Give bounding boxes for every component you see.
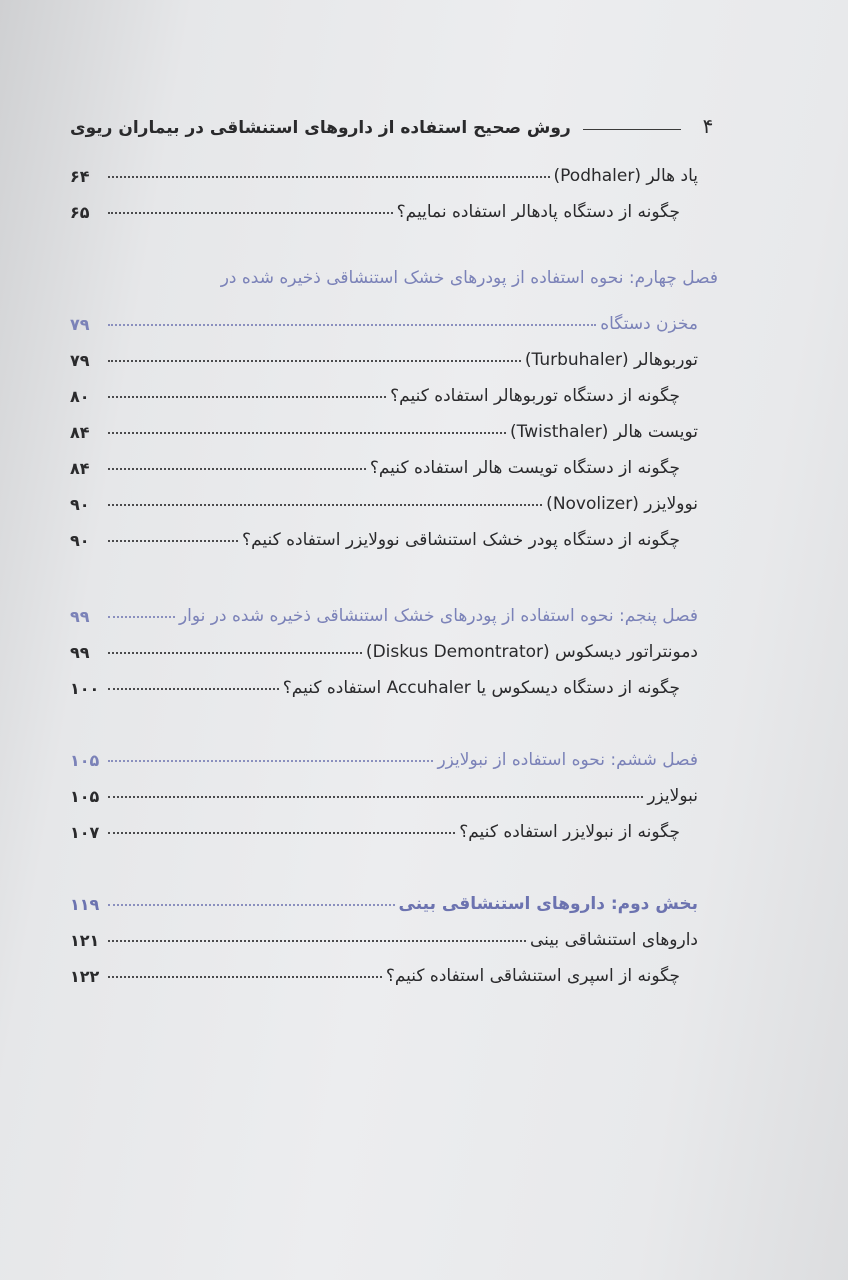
toc-entry-title: فصل پنجم: نحوه استفاده از پودرهای خشک استنشاقی ذخیره شده در نوار — [178, 606, 698, 626]
toc-entry-title: چگونه از دستگاه توربوهالر استفاده کنیم؟ — [390, 386, 680, 406]
toc-entry-title: تویست هالر (Twisthaler) — [510, 422, 698, 442]
dot-leader — [108, 796, 643, 798]
dot-leader — [108, 396, 386, 398]
toc-page-number: ۸۴ — [70, 459, 90, 478]
dot-leader — [108, 432, 506, 434]
dot-leader — [108, 468, 366, 470]
toc-page-number: ۷۹ — [70, 351, 90, 370]
toc-entry-title: دمونتراتور دیسکوس (Diskus Demontrator) — [365, 642, 698, 662]
dot-leader — [108, 616, 175, 618]
toc-page-number: ۱۰۷ — [70, 823, 100, 842]
toc-page-number: ۶۴ — [70, 167, 90, 186]
toc-page-number: ۹۰ — [70, 495, 90, 514]
toc-entry-turbuhaler[interactable] — [70, 336, 698, 370]
toc-page-number: ۱۰۵ — [70, 787, 100, 806]
toc-page-number: ۸۰ — [70, 387, 90, 406]
toc-entry-diskus-use[interactable] — [70, 664, 698, 698]
dot-leader — [108, 360, 521, 362]
toc-entry-title: نبولایزر — [647, 786, 698, 806]
running-title: روش صحیح استفاده از داروهای استنشاقی در بیماران ریوی — [70, 118, 571, 138]
toc-page-number: ۱۲۱ — [70, 931, 100, 950]
dot-leader — [108, 324, 596, 326]
toc-entry-diskus[interactable] — [70, 628, 698, 662]
toc-entry-title: چگونه از دستگاه دیسکوس یا Accuhaler استفاده کنیم؟ — [282, 678, 680, 698]
dot-leader — [108, 540, 238, 542]
toc-entry-title: پاد هالر (Podhaler) — [553, 166, 698, 186]
toc-chapter-6[interactable] — [70, 736, 698, 770]
dot-leader — [108, 940, 526, 942]
toc-page-number: ۱۲۲ — [70, 967, 100, 986]
toc-entry-nebulizer[interactable] — [70, 772, 698, 806]
toc-page-number: ۹۹ — [70, 607, 90, 626]
toc-entry-nasal-use[interactable] — [70, 952, 698, 986]
toc-entry-twisthaler-use[interactable] — [70, 444, 698, 478]
dot-leader — [108, 652, 362, 654]
toc-chapter-4-heading[interactable]: فصل چهارم: نحوه استفاده از پودرهای خشک استنشاقی ذخیره شده در — [220, 268, 718, 288]
dot-leader — [108, 176, 550, 178]
toc-entry-title: چگونه از دستگاه پودر خشک استنشاقی نوولایزر استفاده کنیم؟ — [242, 530, 680, 550]
toc-entry-title: نوولایزر (Novolizer) — [546, 494, 698, 514]
toc-page-number: ۱۰۰ — [70, 679, 100, 698]
toc-entry-title: چگونه از نبولایزر استفاده کنیم؟ — [459, 822, 680, 842]
toc-page-number: ۹۰ — [70, 531, 90, 550]
toc-entry-podhaler[interactable] — [70, 152, 698, 186]
toc-page-number: ۶۵ — [70, 203, 90, 222]
header-rule — [583, 129, 681, 130]
toc-chapter-4[interactable] — [70, 300, 698, 334]
dot-leader — [108, 832, 455, 834]
toc-entry-nasal[interactable] — [70, 916, 698, 950]
toc-page-number: ۷۹ — [70, 315, 90, 334]
toc-entry-title: بخش دوم: داروهای استنشاقی بینی — [398, 894, 698, 914]
toc-entry-title: چگونه از اسپری استنشاقی استفاده کنیم؟ — [385, 966, 680, 986]
toc-entry-title: مخزن دستگاه — [600, 314, 698, 334]
toc-entry-twisthaler[interactable] — [70, 408, 698, 442]
toc-entry-title: چگونه از دستگاه پادهالر استفاده نماییم؟ — [396, 202, 680, 222]
toc-entry-title: داروهای استنشاقی بینی — [530, 930, 698, 950]
page-header — [70, 98, 715, 138]
toc-entry-nebulizer-use[interactable] — [70, 808, 698, 842]
dot-leader — [108, 976, 382, 978]
dot-leader — [108, 504, 542, 506]
toc-entry-title: توربوهالر (Turbuhaler) — [524, 350, 698, 370]
page-number: ۴ — [702, 114, 714, 138]
dot-leader — [108, 904, 395, 906]
toc-entry-title: چگونه از دستگاه تویست هالر استفاده کنیم؟ — [369, 458, 680, 478]
toc-page-number: ۱۱۹ — [70, 895, 100, 914]
toc-entry-turbuhaler-use[interactable] — [70, 372, 698, 406]
dot-leader — [108, 760, 433, 762]
dot-leader — [108, 212, 393, 214]
toc-page-number: ۸۴ — [70, 423, 90, 442]
toc-chapter-5[interactable] — [70, 592, 698, 626]
toc-entry-novolizer-use[interactable] — [70, 516, 698, 550]
toc-entry-podhaler-use[interactable] — [70, 188, 698, 222]
toc-entry-novolizer[interactable] — [70, 480, 698, 514]
dot-leader — [108, 688, 279, 690]
toc-page-number: ۱۰۵ — [70, 751, 100, 770]
toc-page-number: ۹۹ — [70, 643, 90, 662]
toc-entry-title: فصل ششم: نحوه استفاده از نبولایزر — [437, 750, 698, 770]
toc-part-2[interactable] — [70, 880, 698, 914]
